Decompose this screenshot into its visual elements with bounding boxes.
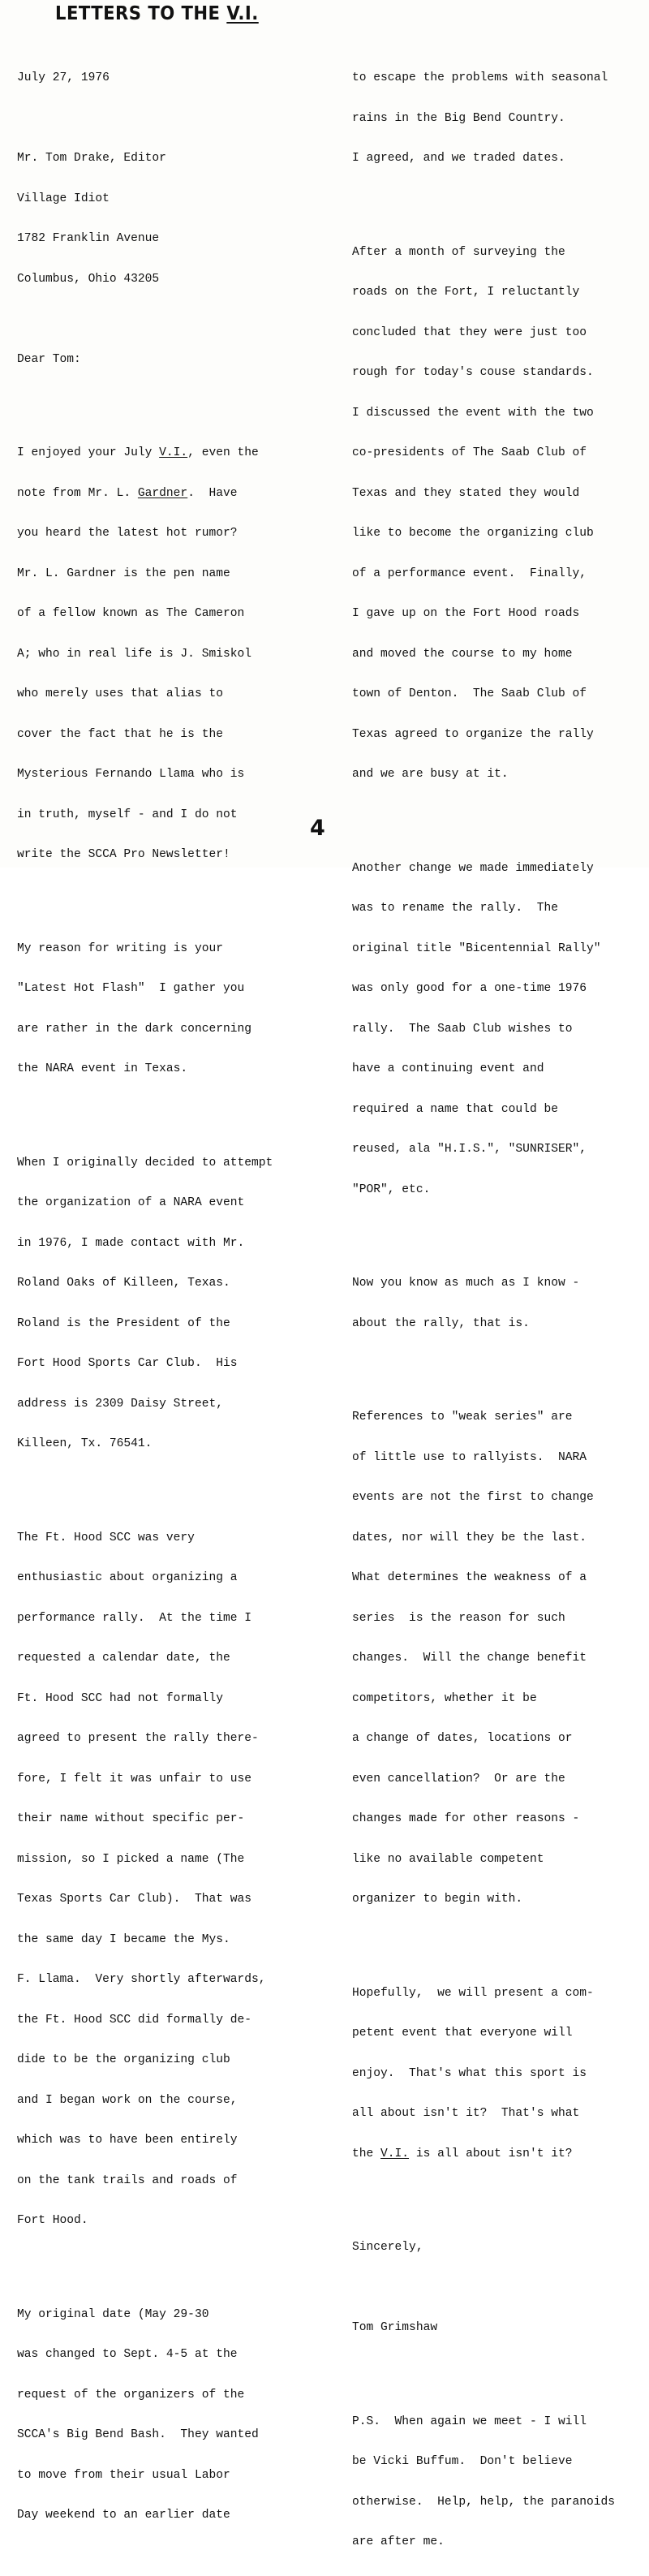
paragraph-line: Fort Hood. [17,2214,88,2227]
paragraph-line: When I originally decided to attempt [17,1156,273,1170]
paragraph-line: My original date (May 29-30 [17,2307,209,2321]
paragraph-line: and moved the course to my home [352,647,573,661]
paragraph-line: After a month of surveying the [352,245,565,259]
paragraph-line: enjoy. That's what this sport is [352,2066,587,2080]
paragraph-line: roads on the Fort, I reluctantly [352,286,580,299]
paragraph-line: dates, nor will they be the last. [352,1531,587,1544]
paragraph-line: Texas Sports Car Club). That was [17,1893,252,1906]
paragraph-line: dide to be the organizing club [17,2053,230,2066]
paragraph-line [17,487,319,501]
paragraph-line: you heard the latest hot rumor? [17,527,238,540]
paragraph-line: Hopefully, we will present a com- [352,1986,594,2000]
vi-reference: V.I. [380,2147,410,2160]
postscript-line: be Vicki Buffum. Don't believe [352,2455,573,2468]
paragraph-line: of a fellow known as The Cameron [17,607,245,620]
paragraph-line: SCCA's Big Bend Bash. They wanted [17,2428,259,2441]
paragraph-line: the same day I became the Mys. [17,1932,230,1946]
paragraph-line: the organization of a NARA event [17,1196,245,1209]
paragraph-line: Day weekend to an earlier date [17,2509,230,2522]
text-run: , even the [187,446,259,459]
paragraph-line: was to rename the rally. The [352,902,558,915]
paragraph-line: My reason for writing is your [17,941,223,955]
paragraph-line: organizer to begin with. [352,1893,523,1906]
paragraph-line: I gave up on the Fort Hood roads [352,607,580,620]
paragraph-line: in truth, myself - and I do not [17,808,238,821]
paragraph-line: the Ft. Hood SCC did formally de- [17,2013,252,2027]
paragraph-line: Roland Oaks of Killeen, Texas. [17,1277,230,1290]
paragraph-line: the NARA event in Texas. [17,1062,188,1075]
address-line: 1782 Franklin Avenue [17,232,160,245]
address-line: Mr. Tom Drake, Editor [17,152,166,165]
paragraph-line: rally. The Saab Club wishes to [352,1022,573,1036]
paragraph-line: petent event that everyone will [352,2027,573,2040]
paragraph-line: of little use to rallyists. NARA [352,1450,587,1464]
postscript-line: are after me. [352,2535,445,2548]
paragraph-line: co-presidents of The Saab Club of [352,446,587,459]
address-line: Columbus, Ohio 43205 [17,272,160,286]
paragraph-line: write the SCCA Pro Newsletter! [17,848,230,861]
postscript-line: otherwise. Help, help, the paranoids [352,2495,616,2509]
paragraph-line: on the tank trails and roads of [17,2173,238,2187]
gardner-name: Gardner [137,486,188,500]
paragraph-line: like to become the organizing club [352,527,594,540]
address-line: Village Idiot [17,192,110,205]
paragraph-line: changes. Will the change benefit [352,1652,587,1665]
page-title [55,3,259,24]
paragraph-line: What determines the weakness of a [352,1571,587,1584]
paragraph-line: was only good for a one-time 1976 [352,982,587,995]
title-prefix: LETTERS TO THE [55,3,227,24]
paragraph-line [352,2147,647,2161]
paragraph-line: enthusiastic about organizing a [17,1571,238,1584]
paragraph-line: all about isn't it? That's what [352,2107,580,2120]
paragraph-line: original title "Bicentennial Rally" [352,941,601,955]
paragraph-line: Mysterious Fernando Llama who is [17,768,245,781]
paragraph-line: like no available competent [352,1852,544,1866]
paragraph-line: changes made for other reasons - [352,1812,580,1825]
paragraph-line: rains in the Big Bend Country. [352,111,565,125]
paragraph-line: The Ft. Hood SCC was very [17,1531,195,1544]
text-run: . Have [187,486,238,500]
paragraph-line: which was to have been entirely [17,2134,238,2147]
paragraph-line: Fort Hood Sports Car Club. His [17,1357,238,1370]
paragraph-line: even cancellation? Or are the [352,1772,565,1786]
paragraph-line: was changed to Sept. 4-5 at the [17,2348,238,2361]
postscript-line: P.S. When again we meet - I will [352,2414,587,2428]
paragraph-line: in 1976, I made contact with Mr. [17,1236,245,1250]
signature: Tom Grimshaw [352,2321,438,2334]
paragraph-line: reused, ala "H.I.S.", "SUNRISER", [352,1143,587,1156]
paragraph-line: Texas agreed to organize the rally [352,727,594,741]
paragraph-line: to move from their usual Labor [17,2468,230,2482]
paragraph-line: Roland is the President of the [17,1316,230,1330]
paragraph-line: I discussed the event with the two [352,406,594,420]
paragraph-line: Killeen, Tx. 76541. [17,1437,153,1450]
paragraph-line: required a name that could be [352,1102,558,1116]
paragraph-line: who merely uses that alias to [17,687,223,700]
paragraph-line: fore, I felt it was unfair to use [17,1772,252,1786]
paragraph-line: about the rally, that is. [352,1316,530,1330]
left-column [17,45,319,2549]
paragraph-line: events are not the first to change [352,1491,594,1504]
closing: Sincerely, [352,2241,423,2254]
paragraph-line: requested a calendar date, the [17,1652,230,1665]
title-vi: V.I. [226,3,259,24]
paragraph-line: of a performance event. Finally, [352,566,587,580]
salutation: Dear Tom: [17,352,81,366]
paragraph-line: performance rally. At the time I [17,1611,252,1625]
paragraph-line: Another change we made immediately [352,861,594,875]
paragraph-line: Now you know as much as I know - [352,1277,580,1290]
paragraph-line: "POR", etc. [352,1182,431,1196]
vi-reference: V.I. [159,446,188,459]
paragraph-line: series is the reason for such [352,1611,565,1625]
paragraph-line: Ft. Hood SCC had not formally [17,1691,223,1705]
paragraph-line: concluded that they were just too [352,325,587,339]
paragraph-line: address is 2309 Daisy Street, [17,1397,223,1411]
paragraph-line: F. Llama. Very shortly afterwards, [17,1973,266,1986]
paragraph-line: Mr. L. Gardner is the pen name [17,566,230,580]
paragraph-line: References to "weak series" are [352,1411,573,1424]
paragraph-line: cover the fact that he is the [17,727,223,741]
paragraph-line: have a continuing event and [352,1062,544,1075]
paragraph-line: a change of dates, locations or [352,1732,573,1745]
paragraph-line: agreed to present the rally there- [17,1732,259,1745]
text-run: I enjoyed your July [17,446,160,459]
paragraph-line: and I began work on the course, [17,2093,238,2107]
text-run: note from Mr. L. [17,486,138,500]
paragraph-line [17,446,319,460]
text-run: the [352,2147,381,2160]
paragraph-line: and we are busy at it. [352,768,509,781]
paragraph-line: town of Denton. The Saab Club of [352,687,587,700]
paragraph-line: are rather in the dark concerning [17,1022,252,1036]
letter-date: July 27, 1976 [17,71,110,84]
paragraph-line: "Latest Hot Flash" I gather you [17,982,245,995]
page-number: 4 [310,816,325,841]
paragraph-line: their name without specific per- [17,1812,245,1825]
paragraph-line: Texas and they stated they would [352,486,580,500]
right-column [352,45,647,2576]
paragraph-line: A; who in real life is J. Smiskol [17,647,252,661]
paragraph-line: I agreed, and we traded dates. [352,152,565,165]
paragraph-line: request of the organizers of the [17,2388,245,2402]
text-run: is all about isn't it? [409,2147,573,2160]
paragraph-line: competitors, whether it be [352,1691,537,1705]
paragraph-line: rough for today's couse standards. [352,366,594,379]
paragraph-line: to escape the problems with seasonal [352,71,608,84]
paragraph-line: mission, so I picked a name (The [17,1852,245,1866]
